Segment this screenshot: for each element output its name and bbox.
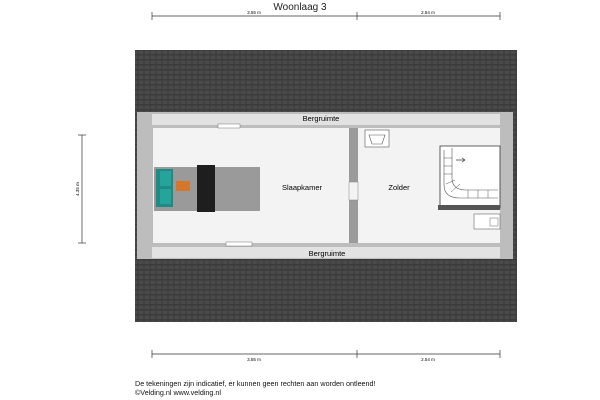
dim-top-left: 3.55 m — [247, 10, 261, 15]
bottom-dimension-line — [152, 350, 500, 358]
bedroom-door[interactable] — [349, 182, 358, 200]
plan-title: Woonlaag 3 — [273, 2, 327, 13]
dim-bottom-right: 2.54 m — [421, 357, 435, 362]
staircase — [438, 146, 500, 210]
window-top — [218, 124, 240, 128]
disclaimer-line-2[interactable]: ©Velding.nl www.velding.nl — [135, 387, 222, 397]
pillow — [176, 181, 190, 191]
top-dimension-line — [152, 12, 500, 20]
bed — [154, 165, 260, 212]
label-storage-top: Bergruimte — [302, 114, 340, 123]
dim-bottom-left: 3.55 m — [247, 357, 261, 362]
label-bedroom: Slaapkamer — [281, 183, 323, 192]
sink — [365, 130, 389, 147]
label-attic: Zolder — [388, 183, 410, 192]
label-storage-bottom: Bergruimte — [308, 249, 346, 258]
disclaimer-line-1: De tekeningen zijn indicatief, er kunnen geen rechten aan worden ontleend! — [135, 379, 376, 388]
counter — [474, 214, 500, 229]
window-bottom — [226, 242, 252, 246]
dim-left-vertical: 4.35 m — [75, 182, 80, 196]
dim-top-right: 2.54 m — [421, 10, 435, 15]
disclaimer — [135, 380, 376, 397]
